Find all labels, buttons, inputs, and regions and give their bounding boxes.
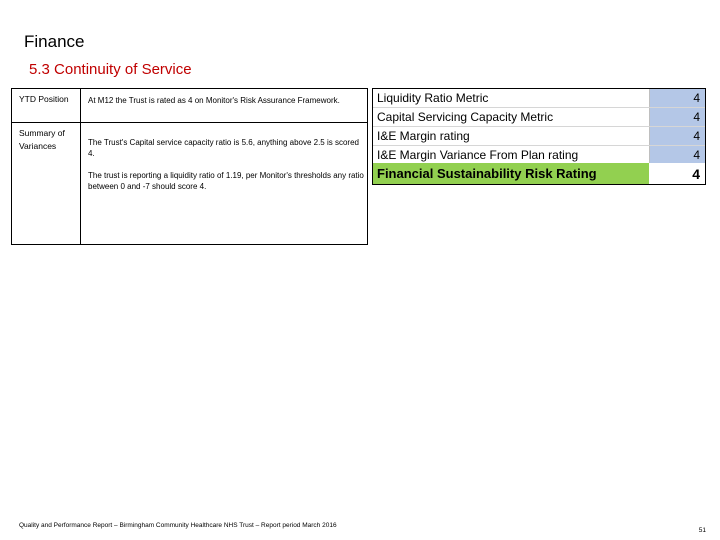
rating-row	[373, 146, 705, 164]
total-rating-label: Financial Sustainability Risk Rating	[373, 163, 649, 184]
rating-score: 4	[649, 127, 705, 145]
variance-text-liquidity: The trust is reporting a liquidity ratio of 1.19, per Monitor's thresholds any ratio between 0 and -7 should score 4.	[88, 171, 364, 191]
ytd-position-text: At M12 the Trust is rated as 4 on Monitor's Risk Assurance Framework.	[88, 96, 340, 105]
rating-row	[373, 89, 705, 108]
total-rating-row	[373, 163, 705, 184]
variance-text-capital: The Trust's Capital service capacity ratio is 5.6, anything above 2.5 is scored 4.	[88, 138, 359, 158]
column-divider	[80, 89, 81, 244]
page-number: 51	[698, 527, 706, 534]
rating-score: 4	[649, 108, 705, 126]
summary-table	[11, 88, 368, 245]
rating-row	[373, 108, 705, 127]
page-title: Finance	[24, 32, 85, 51]
rating-metric: I&E Margin rating	[377, 129, 470, 143]
rating-metric: Liquidity Ratio Metric	[377, 91, 489, 105]
summary-of-variances-label: Summary of Variances	[19, 128, 65, 151]
ratings-table	[372, 88, 706, 185]
rating-score: 4	[649, 146, 705, 163]
rating-metric: I&E Margin Variance From Plan rating	[377, 147, 579, 162]
row-divider	[12, 122, 367, 123]
section-title: 5.3 Continuity of Service	[29, 61, 192, 78]
ytd-position-label: YTD Position	[19, 94, 69, 104]
footer-text: Quality and Performance Report – Birmingham Community Healthcare NHS Trust – Report period March 2016	[19, 522, 337, 529]
total-rating-score: 4	[692, 165, 700, 182]
rating-row	[373, 127, 705, 146]
rating-metric: Capital Servicing Capacity Metric	[377, 110, 554, 124]
rating-score: 4	[649, 89, 705, 107]
